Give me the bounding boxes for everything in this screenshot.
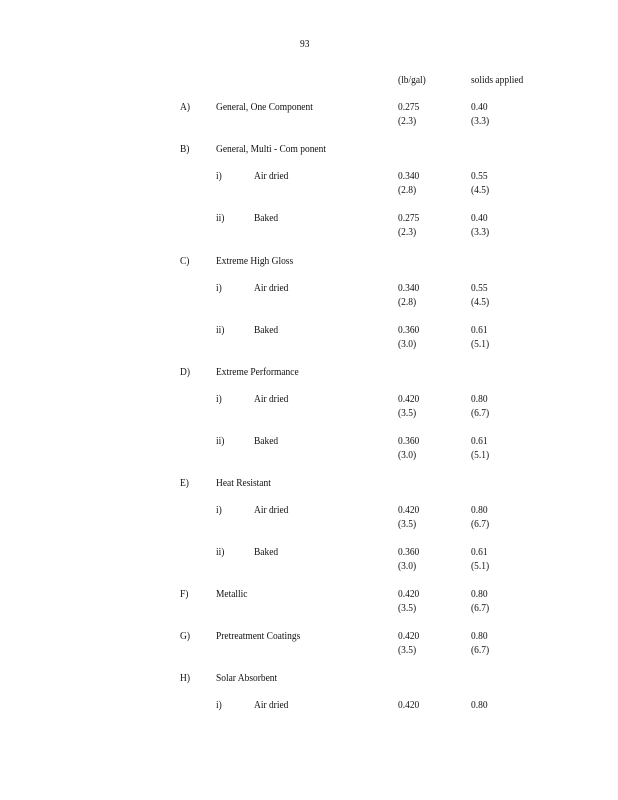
value-lb-gal: 0.360 <box>398 547 420 558</box>
value-metric: (3.5) <box>398 645 417 656</box>
table-row <box>0 101 618 129</box>
value-lb-gal: 0.360 <box>398 325 420 336</box>
row-label: H) <box>180 673 190 684</box>
value-solids: 0.61 <box>471 436 488 447</box>
sub-label: i) <box>216 700 222 711</box>
table-row <box>0 324 618 352</box>
table-row <box>0 699 618 727</box>
column-header-lb-gal: (lb/gal) <box>398 75 426 86</box>
value-lb-gal: 0.420 <box>398 394 420 405</box>
row-label: D) <box>180 367 190 378</box>
value-solids-metric: (3.3) <box>471 116 490 127</box>
sub-category: Air dried <box>254 283 289 294</box>
table-row <box>0 672 618 700</box>
sub-category: Baked <box>254 436 279 447</box>
value-solids: 0.61 <box>471 325 488 336</box>
coating-category: General, One Component <box>216 102 313 113</box>
table-row <box>0 504 618 532</box>
value-solids-metric: (6.7) <box>471 603 490 614</box>
value-solids-metric: (3.3) <box>471 227 490 238</box>
table-row <box>0 212 618 240</box>
value-metric: (2.8) <box>398 297 417 308</box>
row-label: A) <box>180 102 190 113</box>
row-label: G) <box>180 631 190 642</box>
value-lb-gal: 0.275 <box>398 213 420 224</box>
sub-category: Baked <box>254 325 279 336</box>
table-row <box>0 435 618 463</box>
value-lb-gal: 0.420 <box>398 631 420 642</box>
table-row <box>0 477 618 505</box>
value-metric: (2.8) <box>398 185 417 196</box>
value-metric: (3.5) <box>398 603 417 614</box>
coating-category: Pretreatment Coatings <box>216 631 301 642</box>
row-label: E) <box>180 478 189 489</box>
value-lb-gal: 0.360 <box>398 436 420 447</box>
value-solids-metric: (5.1) <box>471 339 490 350</box>
page-number: 93 <box>300 39 310 50</box>
value-solids-metric: (6.7) <box>471 645 490 656</box>
coating-category: Extreme Performance <box>216 367 299 378</box>
value-metric: (2.3) <box>398 227 417 238</box>
value-solids-metric: (4.5) <box>471 297 490 308</box>
value-solids: 0.40 <box>471 102 488 113</box>
value-lb-gal: 0.340 <box>398 171 420 182</box>
sub-category: Air dried <box>254 505 289 516</box>
value-solids-metric: (5.1) <box>471 561 490 572</box>
sub-category: Baked <box>254 213 279 224</box>
table-row <box>0 546 618 574</box>
table-row <box>0 393 618 421</box>
sub-category: Air dried <box>254 700 289 711</box>
sub-category: Baked <box>254 547 279 558</box>
sub-category: Air dried <box>254 394 289 405</box>
value-lb-gal: 0.340 <box>398 283 420 294</box>
value-solids-metric: (6.7) <box>471 519 490 530</box>
value-solids: 0.80 <box>471 394 488 405</box>
value-solids: 0.55 <box>471 283 488 294</box>
coating-category: General, Multi - Com ponent <box>216 144 326 155</box>
value-solids: 0.55 <box>471 171 488 182</box>
sub-label: i) <box>216 505 222 516</box>
value-metric: (3.0) <box>398 561 417 572</box>
value-solids-metric: (6.7) <box>471 408 490 419</box>
column-header-solids-applied: solids applied <box>471 75 524 86</box>
table-row <box>0 630 618 658</box>
row-label: F) <box>180 589 189 600</box>
coating-category: Extreme High Gloss <box>216 256 294 267</box>
table-row <box>0 143 618 171</box>
coating-category: Solar Absorbent <box>216 673 278 684</box>
value-lb-gal: 0.420 <box>398 700 420 711</box>
sub-label: ii) <box>216 325 225 336</box>
value-metric: (2.3) <box>398 116 417 127</box>
table-row <box>0 170 618 198</box>
sub-label: ii) <box>216 213 225 224</box>
value-solids-metric: (4.5) <box>471 185 490 196</box>
table-row <box>0 366 618 394</box>
sub-category: Air dried <box>254 171 289 182</box>
value-solids-metric: (5.1) <box>471 450 490 461</box>
table-row <box>0 588 618 616</box>
value-solids: 0.80 <box>471 589 488 600</box>
sub-label: i) <box>216 394 222 405</box>
table-row <box>0 255 618 283</box>
sub-label: i) <box>216 283 222 294</box>
row-label: B) <box>180 144 190 155</box>
value-lb-gal: 0.420 <box>398 505 420 516</box>
value-lb-gal: 0.275 <box>398 102 420 113</box>
table-row <box>0 282 618 310</box>
value-metric: (3.0) <box>398 450 417 461</box>
sub-label: ii) <box>216 547 225 558</box>
row-label: C) <box>180 256 190 267</box>
sub-label: i) <box>216 171 222 182</box>
value-metric: (3.0) <box>398 339 417 350</box>
value-solids: 0.80 <box>471 631 488 642</box>
sub-label: ii) <box>216 436 225 447</box>
value-solids: 0.40 <box>471 213 488 224</box>
value-metric: (3.5) <box>398 408 417 419</box>
value-solids: 0.61 <box>471 547 488 558</box>
value-solids: 0.80 <box>471 505 488 516</box>
value-solids: 0.80 <box>471 700 488 711</box>
value-lb-gal: 0.420 <box>398 589 420 600</box>
coating-category: Metallic <box>216 589 248 600</box>
coating-category: Heat Resistant <box>216 478 271 489</box>
value-metric: (3.5) <box>398 519 417 530</box>
